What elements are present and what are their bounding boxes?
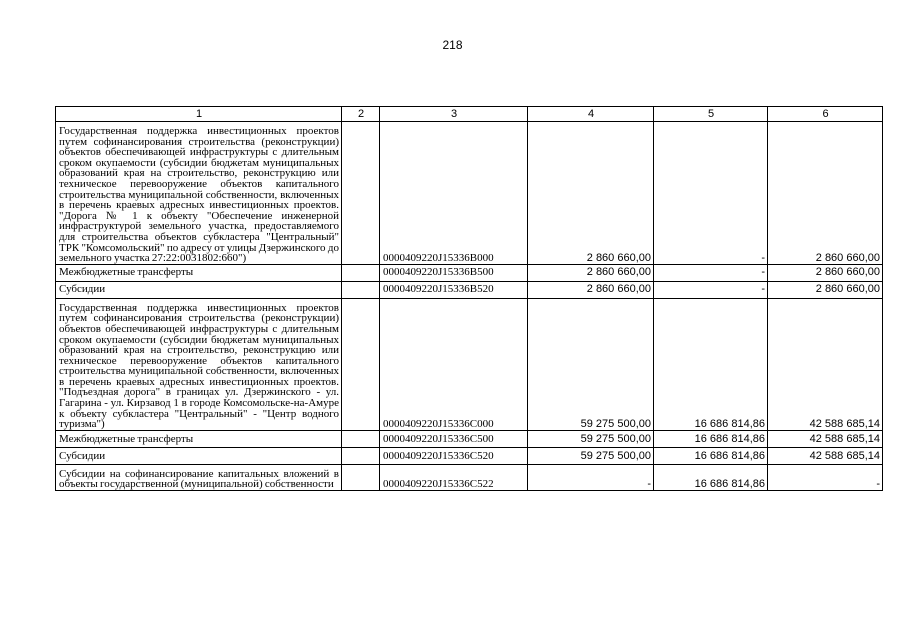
row-value-4: 59 275 500,00 (528, 430, 654, 447)
table-row (56, 447, 883, 464)
row-description: Государственная поддержка инвестиционных проектов путем софинансирования строительства (реконструкции) объектов обеспечивающей инфраструктуры с длительным сроком окупаемости (субсидии бюджетам муниципальных образований края на строительство, реконструкцию или техническое перевооружение объектов капитального строительства муниципальной собственности, включенных в перечень краевых адресных инвестиционных проектов. "Подъездная дорога" в границах ул. Дзержинского - ул. Гагарина - ул. Кирзавод 1 в городе Комсомольске-на-Амуре к объекту субкластера "Центральный" - "Центр водного туризма") (56, 298, 342, 430)
table-row (56, 122, 883, 265)
row-col2 (342, 298, 380, 430)
row-value-5: 16 686 814,86 (654, 464, 768, 490)
column-header-6: 6 (768, 107, 883, 122)
row-value-4: 59 275 500,00 (528, 447, 654, 464)
row-description: Субсидии на софинансирование капитальных вложений в объекты государственной (муниципальной) собственности (56, 464, 342, 490)
row-value-6: - (768, 464, 883, 490)
row-description: Государственная поддержка инвестиционных проектов путем софинансирования строительства (реконструкции) объектов обеспечивающей инфраструктуры с длительным сроком окупаемости (субсидии бюджетам муниципальных образований края на строительство, реконструкцию или техническое перевооружение объектов капитального строительства муниципальной собственности, включенных в перечень краевых адресных инвестиционных проектов. "Дорога № 1 к объекту "Обеспечение инженерной инфраструктурой земельного участка, предоставляемого для строительства объектов субкластера "Центральный" ТРК "Комсомольский" по адресу от улицы Дзержинского до земельного участка 27:22:0031802:660") (56, 122, 342, 265)
row-code: 0000409220J15336C500 (380, 430, 528, 447)
row-value-5: 16 686 814,86 (654, 430, 768, 447)
table-row (56, 281, 883, 298)
row-value-5: - (654, 281, 768, 298)
row-value-4: 2 860 660,00 (528, 122, 654, 265)
row-value-6: 2 860 660,00 (768, 264, 883, 281)
row-col2 (342, 281, 380, 298)
row-value-5: - (654, 264, 768, 281)
column-header-4: 4 (528, 107, 654, 122)
row-col2 (342, 122, 380, 265)
row-value-6: 42 588 685,14 (768, 430, 883, 447)
row-value-5: 16 686 814,86 (654, 298, 768, 430)
row-value-4: - (528, 464, 654, 490)
row-code: 0000409220J15336C000 (380, 298, 528, 430)
table-row (56, 298, 883, 430)
row-value-4: 2 860 660,00 (528, 281, 654, 298)
row-code: 0000409220J15336C522 (380, 464, 528, 490)
row-value-6: 42 588 685,14 (768, 447, 883, 464)
row-code: 0000409220J15336B500 (380, 264, 528, 281)
table-row (56, 464, 883, 490)
budget-table (55, 106, 883, 491)
table-row (56, 264, 883, 281)
row-value-6: 2 860 660,00 (768, 281, 883, 298)
page-number: 218 (442, 38, 463, 52)
row-value-6: 42 588 685,14 (768, 298, 883, 430)
row-col2 (342, 464, 380, 490)
table-row (56, 430, 883, 447)
column-header-1: 1 (56, 107, 342, 122)
row-col2 (342, 447, 380, 464)
row-value-4: 2 860 660,00 (528, 264, 654, 281)
row-col2 (342, 264, 380, 281)
row-code: 0000409220J15336B520 (380, 281, 528, 298)
row-description: Субсидии (56, 281, 342, 298)
row-description: Межбюджетные трансферты (56, 264, 342, 281)
row-description: Межбюджетные трансферты (56, 430, 342, 447)
row-value-5: - (654, 122, 768, 265)
row-description: Субсидии (56, 447, 342, 464)
row-value-4: 59 275 500,00 (528, 298, 654, 430)
table-header-row (56, 107, 883, 122)
column-header-5: 5 (654, 107, 768, 122)
row-code: 0000409220J15336C520 (380, 447, 528, 464)
row-value-6: 2 860 660,00 (768, 122, 883, 265)
column-header-2: 2 (342, 107, 380, 122)
row-code: 0000409220J15336B000 (380, 122, 528, 265)
column-header-3: 3 (380, 107, 528, 122)
row-col2 (342, 430, 380, 447)
row-value-5: 16 686 814,86 (654, 447, 768, 464)
